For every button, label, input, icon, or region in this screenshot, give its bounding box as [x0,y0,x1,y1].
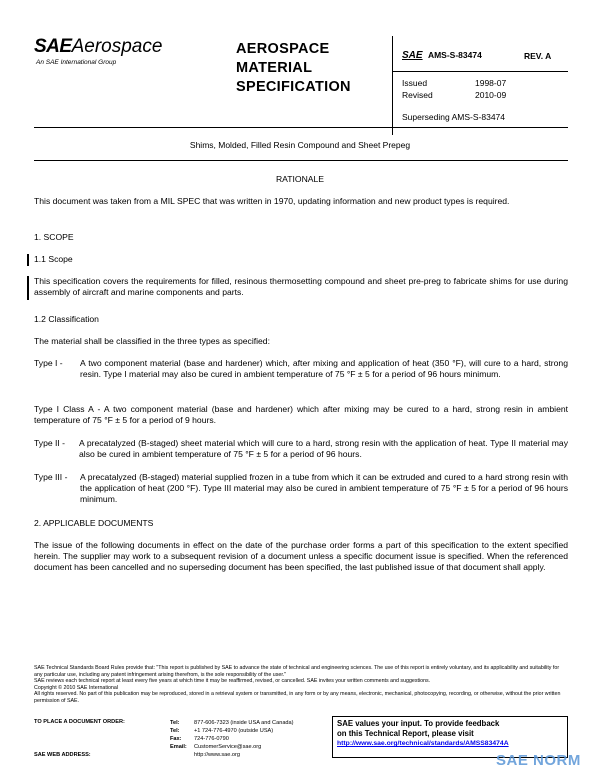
copyright: Copyright © 2010 SAE International [34,684,118,691]
type-i-class-a [34,404,568,426]
type-iii-label: Type III - [34,472,68,482]
section-1-2-heading: 1.2 Classification [34,314,99,324]
order-label: TO PLACE A DOCUMENT ORDER: [34,719,125,725]
issued-label: Issued [402,78,428,88]
section-1-2-intro: The material shall be classified in the three types as specified: [34,336,270,346]
doc-prefix: SAE [402,50,423,61]
type-ii-label: Type II - [34,438,66,448]
doc-number-row [402,50,482,61]
title-bottom-rule [34,160,568,161]
type-i-label: Type I - [34,358,63,368]
web-value[interactable]: http://www.sae.org [194,752,241,758]
logo-aerospace-text: Aerospace [71,36,163,57]
legal-line-3: All rights reserved. No part of this publication may be reproduced, stored in a retrieval system or transmitted, in any form or by any means, electronic, mechanical, photocopying, recording, or otherwise, without the prior written permission of SAE. [34,691,561,704]
legal-line-2: SAE reviews each technical report at least every five years at which time it may be reaffirmed, revised, or cancelled. SAE invites your written comments and suggestions. [34,678,431,685]
type-iii-text: A precatalyzed (B-staged) material supplied frozen in a tube from which it can be extruded and cured to a hard strong resin with the application of heat (200 °F). Type III material may also be cured in ambient temperature of 75 °F ± 5 for a period of 96 hours minimum. [80,472,568,505]
fax-value: 724-776-0790 [194,736,229,742]
email-value[interactable]: CustomerService@sae.org [194,744,262,750]
section-1-1-heading: 1.1 Scope [34,254,73,264]
sae-logo [34,36,162,58]
sae-norm-watermark: SAE NORM [496,752,581,769]
superseding: Superseding AMS-S-83474 [402,112,506,122]
section-applicable-text: The issue of the following documents in effect on the date of the purchase order forms a part of this specification to the extent specified herein. The supplier may work to a subsequent revision of a document unless a specific document issue is specified. When the referenced document has been cancelled and no superseding document has been specified, the last published issue of that document shall apply. [34,540,568,573]
web-label: SAE WEB ADDRESS: [34,752,91,758]
revised-value: 2010-09 [475,90,507,100]
legal-notice [34,665,568,705]
rationale-heading: RATIONALE [275,174,325,184]
change-bar-2 [27,276,29,300]
title-line-3: SPECIFICATION [236,79,351,95]
title-line-2: MATERIAL [236,60,313,76]
rationale-text: This document was taken from a MIL SPEC that was written in 1970, updating information and new product types is required. [34,196,510,206]
tel-value: 877-606-7323 (inside USA and Canada) [194,720,294,726]
issued-value: 1998-07 [475,78,507,88]
fax-label: Fax: [170,736,182,742]
revised-label: Revised [402,90,433,100]
type-ii-text: A precatalyzed (B-staged) sheet material which will cure to a hard, strong resin with the application of heat. Type II material may also be cured in ambient temperature of 75 °F ± 5 for a period of 96 hours. [79,438,568,460]
revision: REV. A [524,51,552,61]
document-type-title [236,40,351,97]
type-i-text: A two component material (base and hardener) which, after mixing and application of heat (350 °F), will cure to a hard, strong resin. Type I material may also be cured in ambient temperature of 75 °F ± 5 for a period of 96 hours minimum. [80,358,568,380]
change-bar-1 [27,254,29,266]
legal-line-1: SAE Technical Standards Board Rules provide that: "This report is published by SAE to advance the state of technical and engineering sciences. The use of this report is entirely voluntary, and its applicability and suitability for any particular use, including any patent infringement arising therefrom, is the sole responsibility of the user." [34,665,560,678]
type-i-class-a-text: A two component material (base and hardener) which after mixing may be cured to a hard, strong resin in ambient temperature of 75 °F ± 5 for a period of 9 hours. [34,404,569,426]
section-1-1-text: This specification covers the requirements for filled, resinous thermosetting compound and sheet pre-preg to fabricate shims for use during assembly of aircraft and marine components and parts. [34,276,568,298]
feedback-link[interactable]: http://www.sae.org/technical/standards/AMSS83474A [337,740,509,747]
email-label: Email: [170,744,187,750]
logo-tagline: An SAE International Group [36,59,117,66]
feedback-line-1: SAE values your input. To provide feedback [337,719,500,728]
title-line-1: AEROSPACE [236,41,330,57]
document-title: Shims, Molded, Filled Resin Compound and Sheet Prepeg [189,140,411,150]
contact-block [170,719,294,751]
type-i-class-a-label: Type I Class A - [34,404,101,414]
tel2-value: +1 724-776-4970 (outside USA) [194,728,274,734]
section-scope: 1. SCOPE [34,232,74,242]
header-divider-vertical [392,36,393,135]
section-applicable-heading: 2. APPLICABLE DOCUMENTS [34,518,154,528]
feedback-line-2: on this Technical Report, please visit [337,729,474,738]
header-bottom-rule [34,127,568,128]
tel2-label: Tel: [170,728,180,734]
header-divider-horizontal [392,71,568,72]
tel-label: Tel: [170,720,180,726]
doc-number: AMS-S-83474 [427,50,482,60]
logo-sae-text: SAE [34,36,72,57]
